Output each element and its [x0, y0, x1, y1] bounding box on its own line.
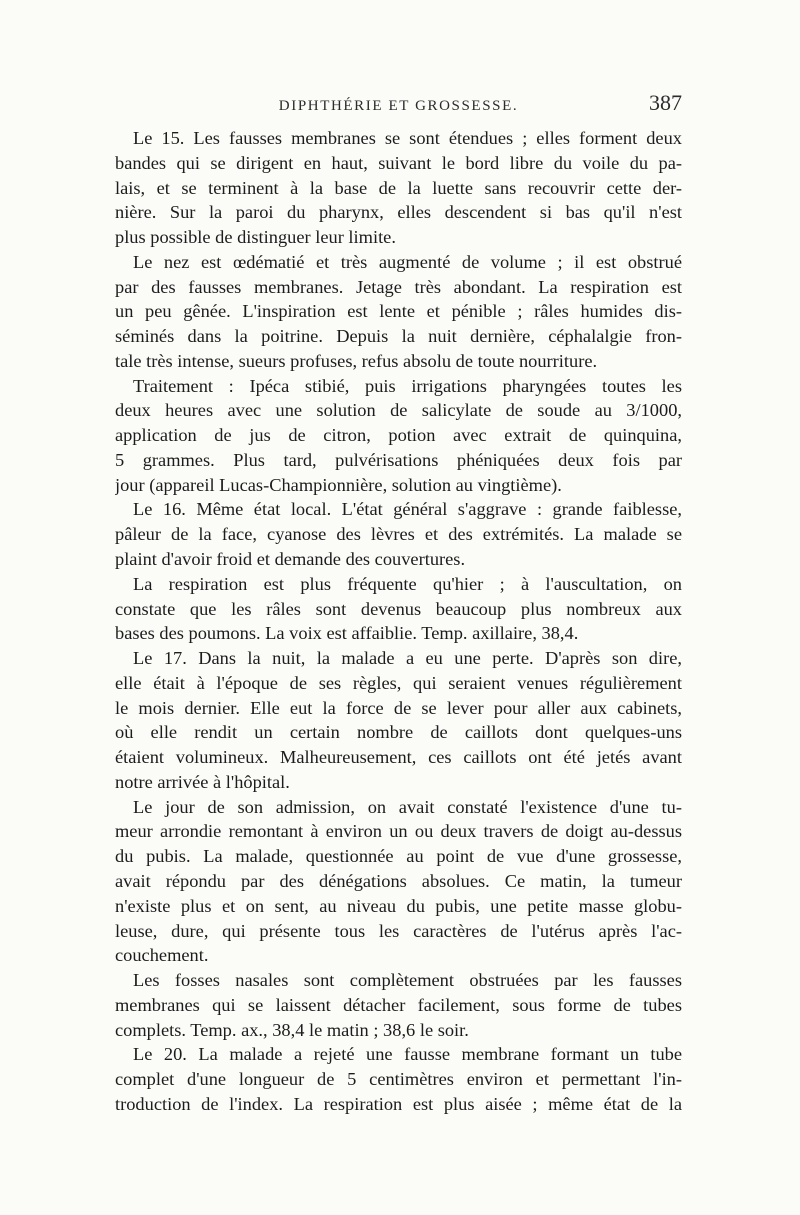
text-line: complets. Temp. ax., 38,4 le matin ; 38,6 le soir.: [115, 1019, 469, 1040]
text-line: lais, et se terminent à la base de la luette sans recouvrir cette der-: [115, 177, 682, 198]
body-text: [115, 126, 682, 1117]
text-line: Le jour de son admission, on avait constaté l'existence d'une tu-: [133, 796, 682, 817]
text-line: troduction de l'index. La respiration est plus aisée ; même état de la: [115, 1093, 682, 1114]
text-line: pâleur de la face, cyanose des lèvres et des extrémités. La malade se: [115, 524, 682, 545]
text-line: application de jus de citron, potion avec extrait de quinquina,: [115, 425, 682, 446]
text-line: plaint d'avoir froid et demande des couvertures.: [115, 549, 466, 570]
text-line: complet d'une longueur de 5 centimètres environ et permettant l'in-: [115, 1069, 682, 1090]
text-line: Les fosses nasales sont complètement obstruées par les fausses: [133, 970, 682, 991]
text-line: jour (appareil Lucas-Championnière, solution au vingtième).: [115, 474, 562, 495]
text-line: elle était à l'époque de ses règles, qui seraient venues régulièrement: [115, 672, 682, 693]
text-line: leuse, dure, qui présente tous les caractères de l'utérus après l'ac-: [115, 920, 682, 941]
text-line: deux heures avec une solution de salicylate de soude au 3/1000,: [115, 400, 682, 421]
page-number: 387: [649, 90, 682, 115]
running-title: DIPHTHÉRIE ET GROSSESSE.: [278, 98, 519, 114]
text-line: où elle rendit un certain nombre de caillots dont quelques-uns: [115, 722, 682, 743]
text-line: couchement.: [115, 945, 209, 966]
text-line: meur arrondie remontant à environ un ou deux travers de doigt au-dessus: [115, 821, 682, 842]
text-line: bandes qui se dirigent en haut, suivant le bord libre du voile du pa-: [115, 152, 682, 173]
text-line: bases des poumons. La voix est affaiblie. Temp. axillaire, 38,4.: [115, 623, 579, 644]
text-line: Le 16. Même état local. L'état général s'aggrave : grande faiblesse,: [133, 499, 682, 520]
text-line: Le nez est œdématié et très augmenté de volume ; il est obstrué: [133, 251, 682, 272]
text-line: nière. Sur la paroi du pharynx, elles descendent si bas qu'il n'est: [115, 202, 682, 223]
text-line: par des fausses membranes. Jetage très abondant. La respiration est: [115, 276, 682, 297]
text-line: Traitement : Ipéca stibié, puis irrigations pharyngées toutes les: [133, 375, 682, 396]
running-header: [115, 90, 682, 122]
text-line: avait répondu par des dénégations absolues. Ce matin, la tumeur: [115, 870, 682, 891]
text-line: séminés dans la poitrine. Depuis la nuit dernière, céphalalgie fron-: [115, 326, 682, 347]
text-line: un peu gênée. L'inspiration est lente et pénible ; râles humides dis-: [115, 301, 682, 322]
text-line: Le 17. Dans la nuit, la malade a eu une perte. D'après son dire,: [133, 648, 682, 669]
text-line: Le 15. Les fausses membranes se sont étendues ; elles forment deux: [133, 128, 682, 148]
text-line: notre arrivée à l'hôpital.: [115, 771, 290, 792]
text-line: plus possible de distinguer leur limite.: [115, 227, 396, 248]
text-line: du pubis. La malade, questionnée au point de vue d'une grossesse,: [115, 846, 682, 867]
text-line: Le 20. La malade a rejeté une fausse membrane formant un tube: [133, 1044, 682, 1065]
text-line: n'existe plus et on sent, au niveau du pubis, une petite masse globu-: [115, 895, 682, 916]
text-line: le mois dernier. Elle eut la force de se lever pour aller aux cabinets,: [115, 697, 682, 718]
text-line: membranes qui se laissent détacher facilement, sous forme de tubes: [115, 994, 682, 1015]
text-line: tale très intense, sueurs profuses, refus absolu de toute nourriture.: [115, 350, 598, 371]
text-line: constate que les râles sont devenus beaucoup plus nombreux aux: [115, 598, 682, 619]
text-line: La respiration est plus fréquente qu'hier ; à l'auscultation, on: [133, 573, 682, 594]
text-line: étaient volumineux. Malheureusement, ces caillots ont été jetés avant: [115, 747, 682, 768]
text-line: 5 grammes. Plus tard, pulvérisations phéniquées deux fois par: [115, 449, 682, 470]
